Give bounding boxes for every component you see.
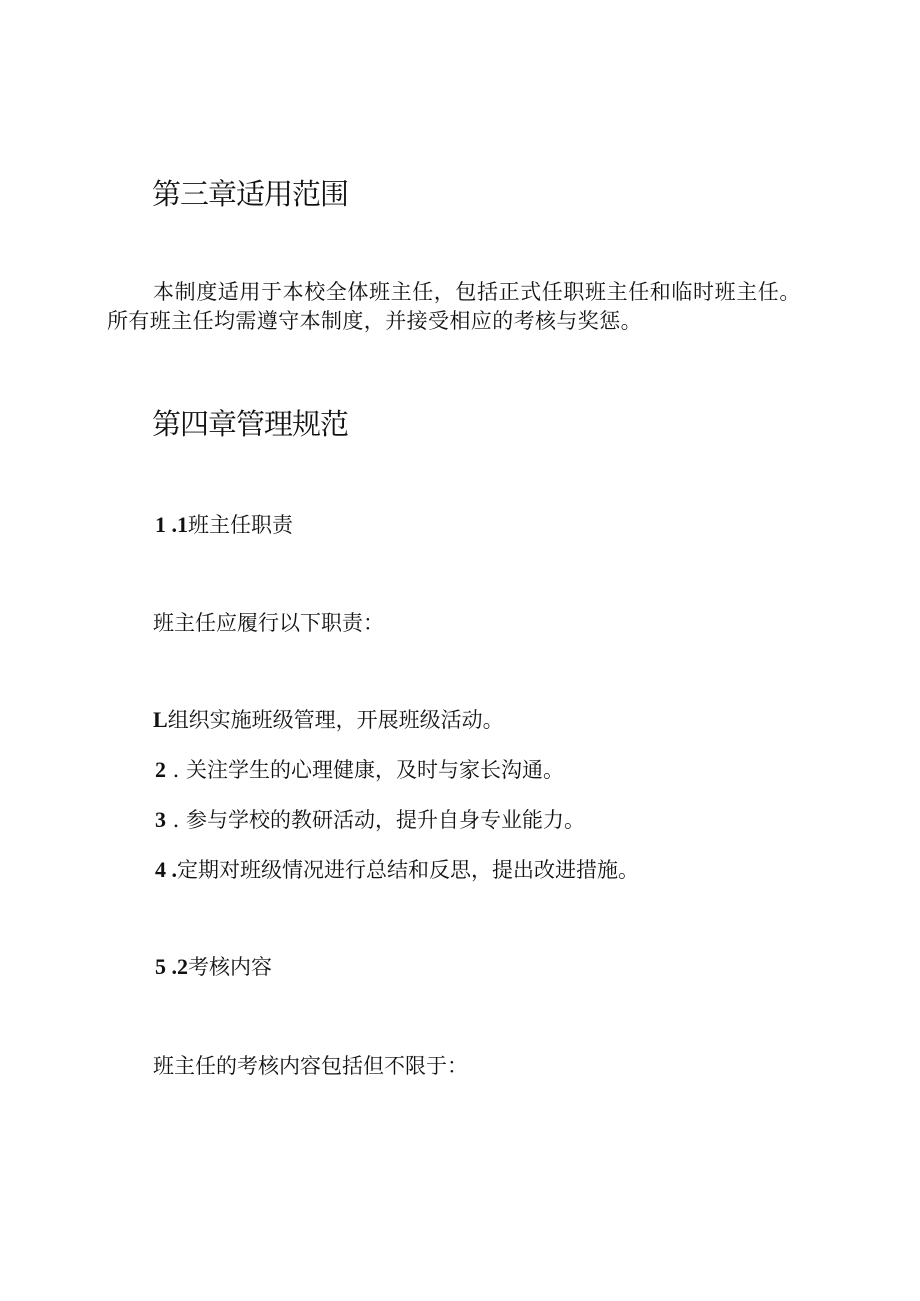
list-item-number: 3 — [155, 807, 166, 832]
chapter-3-paragraph-line-1: 本制度适用于本校全体班主任，包括正式任职班主任和临时班主任。 — [153, 280, 801, 304]
section-1-number: 1 .1 — [155, 512, 188, 537]
list-item-number: 4 . — [155, 857, 177, 882]
section-2-number: 5 .2 — [155, 954, 188, 979]
chapter-3-paragraph-line-2: 所有班主任均需遵守本制度，并接受相应的考核与奖惩。 — [107, 309, 642, 333]
section-1-intro: 班主任应履行以下职责： — [153, 611, 384, 635]
list-item-number: 2 — [155, 757, 166, 782]
section-2-intro: 班主任的考核内容包括但不限于： — [153, 1054, 468, 1078]
section-1-title: 班主任职责 — [188, 513, 293, 537]
list-item — [155, 756, 564, 784]
list-item-number: L — [153, 707, 168, 732]
chapter-4-heading: 第四章管理规范 — [152, 407, 349, 441]
section-2-heading — [155, 953, 272, 981]
list-item-text: . 参与学校的教研活动，提升自身专业能力。 — [166, 808, 586, 832]
list-item — [153, 706, 504, 734]
list-item-text: . 关注学生的心理健康，及时与家长沟通。 — [166, 758, 565, 782]
chapter-3-heading: 第三章适用范围 — [152, 177, 349, 211]
list-item — [155, 856, 639, 884]
list-item — [155, 806, 585, 834]
list-item-text: 定期对班级情况进行总结和反思，提出改进措施。 — [177, 858, 639, 882]
section-1-heading — [155, 511, 293, 539]
list-item-text: 组织实施班级管理，开展班级活动。 — [167, 708, 504, 732]
section-2-title: 考核内容 — [188, 955, 272, 979]
